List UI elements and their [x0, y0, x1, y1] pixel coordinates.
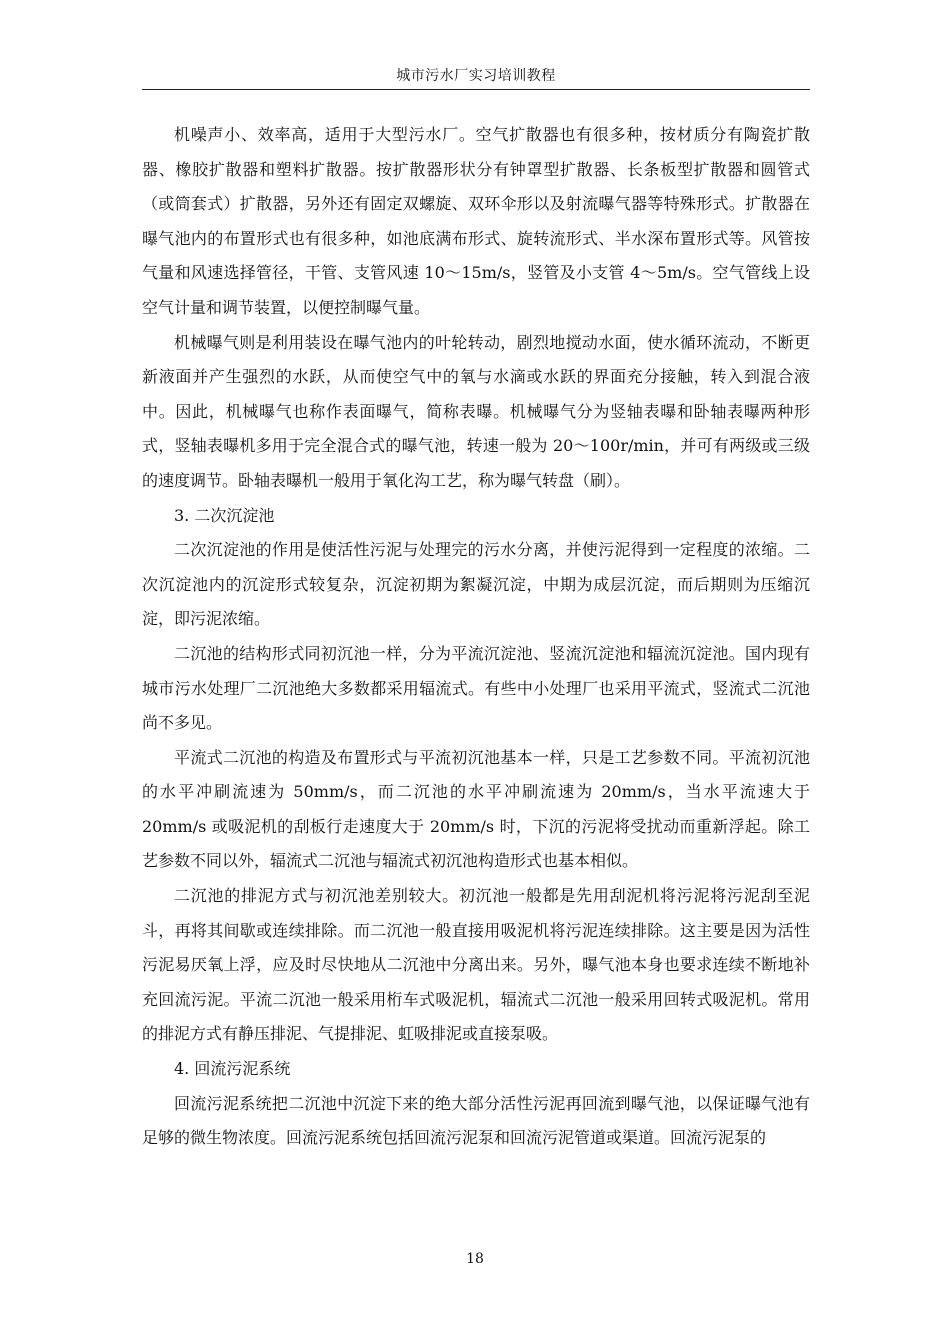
- page-number: 18: [466, 1251, 484, 1267]
- paragraph-clarifier-types: 二沉池的结构形式同初沉池一样，分为平流沉淀池、竖流沉淀池和辐流沉淀池。国内现有城市污水处理厂二沉池绝大多数都采用辐流式。有些中小处理厂也采用平流式，竖流式二沉池尚不多见。: [142, 643, 810, 733]
- paragraph-diffusers: 机噪声小、效率高，适用于大型污水厂。空气扩散器也有很多种，按材质分有陶瓷扩散器、橡胶扩散器和塑料扩散器。按扩散器形状分有钟罩型扩散器、长条板型扩散器和圆管式（或筒套式）扩散器，另外还有固定双螺旋、双环伞形以及射流曝气器等特殊形式。扩散器在曝气池内的布置形式也有很多种，如池底满布形式、旋转流形式、半水深布置形式等。风管按气量和风速选择管径，干管、支管风速 10～15m/s，竖管及小支管 4～5m/s。空气管线上设空气计量和调节装置，以便控制曝气量。: [142, 125, 810, 317]
- header-divider: [142, 89, 810, 90]
- section-heading-secondary-clarifier: 3. 二次沉淀池: [174, 505, 275, 525]
- paragraph-horizontal-clarifier: 平流式二沉池的构造及布置形式与平流初沉池基本一样，只是工艺参数不同。平流初沉池的水平冲刷流速为 50mm/s，而二沉池的水平冲刷流速为 20mm/s，当水平流速大于 20mm/s 或吸泥机的刮板行走速度大于 20mm/s 时，下沉的污泥将受扰动而重新浮起。除工艺参数不同以外，辐流式二沉池与辐流式初沉池构造形式也基本相似。: [142, 747, 810, 871]
- paragraph-clarifier-function: 二次沉淀池的作用是使活性污泥与处理完的污水分离，并使污泥得到一定程度的浓缩。二次沉淀池内的沉淀形式较复杂，沉淀初期为絮凝沉淀，中期为成层沉淀，而后期则为压缩沉淀，即污泥浓缩。: [142, 540, 810, 629]
- paragraph-mechanical-aeration: 机械曝气则是利用装设在曝气池内的叶轮转动，剧烈地搅动水面，使水循环流动，不断更新液面并产生强烈的水跃，从而使空气中的氧与水滴或水跃的界面充分接触，转入到混合液中。因此，机械曝气也称作表面曝气，简称表曝。机械曝气分为竖轴表曝和卧轴表曝两种形式，竖轴表曝机多用于完全混合式的曝气池，转速一般为 20～100r/min，并可有两级或三级的速度调节。卧轴表曝机一般用于氧化沟工艺，称为曝气转盘（刷）。: [142, 332, 810, 490]
- paragraph-return-sludge: 回流污泥系统把二沉池中沉淀下来的绝大部分活性污泥再回流到曝气池，以保证曝气池有足够的微生物浓度。回流污泥系统包括回流污泥泵和回流污泥管道或渠道。回流污泥泵的: [142, 1093, 810, 1148]
- paragraph-sludge-discharge: 二沉池的排泥方式与初沉池差别较大。初沉池一般都是先用刮泥机将污泥将污泥刮至泥斗，再将其间歇或连续排除。而二沉池一般直接用吸泥机将污泥连续排除。这主要是因为活性污泥易厌氧上浮，应及时尽快地从二沉池中分离出来。另外，曝气池本身也要求连续不断地补充回流污泥。平流二沉池一般采用桁车式吸泥机，辐流式二沉池一般采用回转式吸泥机。常用的排泥方式有静压排泥、气提排泥、虹吸排泥或直接泵吸。: [142, 886, 810, 1044]
- section-heading-return-sludge: 4. 回流污泥系统: [174, 1059, 291, 1079]
- page-body: [142, 118, 810, 1156]
- running-header: 城市污水厂实习培训教程: [396, 68, 556, 84]
